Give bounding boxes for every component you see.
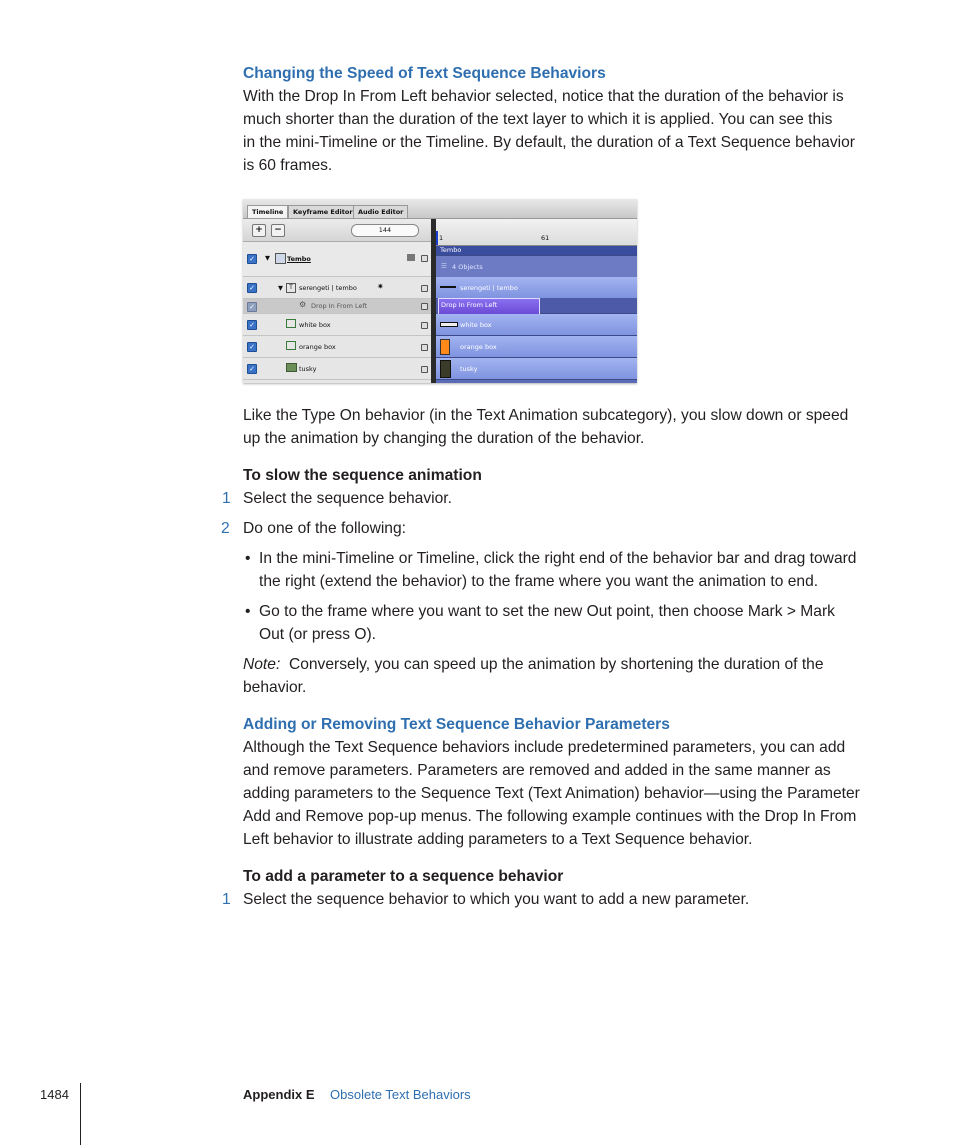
disclosure-triangle-icon[interactable]: ▼ xyxy=(278,284,283,292)
group-bar[interactable] xyxy=(436,246,637,256)
layers-toolbar xyxy=(243,219,431,242)
gear-icon: ✷ xyxy=(377,282,384,291)
bullet-item xyxy=(259,547,889,593)
bar-label: Tembo xyxy=(440,246,462,254)
text-line: much shorter than the duration of the text layer to which it is applied. You can see this xyxy=(243,111,833,128)
text-line: Left behavior to illustrate adding parameters to a Text Sequence behavior. xyxy=(243,831,753,848)
checkbox-icon[interactable]: ✓ xyxy=(247,364,257,374)
playhead-icon[interactable] xyxy=(436,231,438,245)
text-line: Go to the frame where you want to set the new Out point, then choose Mark > Mark xyxy=(259,603,835,620)
text-line: Out (or press O). xyxy=(259,626,376,643)
text-line: In the mini-Timeline or Timeline, click the right end of the behavior bar and drag toward xyxy=(259,550,857,567)
note-text: Conversely, you can speed up the animation by shortening the duration of the xyxy=(288,656,824,673)
note-label: Note: xyxy=(243,656,281,673)
frame-field[interactable]: 144 xyxy=(351,224,419,237)
step-text: Select the sequence behavior. xyxy=(243,490,452,507)
layer-row[interactable] xyxy=(243,242,431,277)
bar-label: orange box xyxy=(460,343,497,351)
step-number: 2 xyxy=(221,520,230,537)
checkbox-icon[interactable]: ✓ xyxy=(247,254,257,264)
lock-icon[interactable] xyxy=(421,344,428,351)
ruler-mark: 61 xyxy=(541,234,550,242)
text-line: and remove parameters. Parameters are removed and added in the same manner as xyxy=(243,762,831,779)
bar-label: tusky xyxy=(460,365,478,373)
text-line: With the Drop In From Left behavior selected, notice that the duration of the behavior is xyxy=(243,88,844,105)
text-line: is 60 frames. xyxy=(243,157,333,174)
objects-count: 4 Objects xyxy=(452,263,483,271)
text-line: Although the Text Sequence behaviors include predetermined parameters, you can add xyxy=(243,739,846,756)
add-icon[interactable]: + xyxy=(252,224,266,237)
step-number: 1 xyxy=(222,891,231,908)
body-paragraph xyxy=(243,736,883,851)
shape-icon xyxy=(286,319,296,328)
checkbox-icon[interactable]: ✓ xyxy=(247,302,257,312)
layer-name: white box xyxy=(299,321,331,329)
layer-row[interactable] xyxy=(243,358,431,380)
track-row xyxy=(436,336,637,358)
text-line: behavior. xyxy=(243,679,307,696)
track-row xyxy=(436,314,637,336)
layer-options-icon xyxy=(407,254,415,261)
disclosure-triangle-icon[interactable]: ▼ xyxy=(265,254,270,262)
timeline-track-area xyxy=(436,219,637,383)
text-line: the right (extend the behavior) to the frame where you want the animation to end. xyxy=(259,573,819,590)
remove-icon[interactable]: − xyxy=(271,224,285,237)
text-line: in the mini-Timeline or the Timeline. By default, the duration of a Text Sequence behavior xyxy=(243,134,855,151)
bar-label: Drop In From Left xyxy=(441,301,498,309)
note-paragraph xyxy=(243,653,883,699)
timeline-screenshot xyxy=(243,199,637,383)
procedure-title: To slow the sequence animation xyxy=(243,467,482,484)
behavior-row[interactable] xyxy=(243,299,431,314)
lock-icon[interactable] xyxy=(421,303,428,310)
bar-label: serengeti | tembo xyxy=(460,284,518,292)
bullet-marker: • xyxy=(245,550,251,567)
checkbox-icon[interactable]: ✓ xyxy=(247,320,257,330)
procedure-title: To add a parameter to a sequence behavior xyxy=(243,868,564,885)
section-heading: Adding or Removing Text Sequence Behavior Parameters xyxy=(243,716,670,733)
lock-icon[interactable] xyxy=(421,255,428,262)
bar-thumbnail xyxy=(440,322,458,327)
layers-panel xyxy=(243,219,431,383)
layer-name: orange box xyxy=(299,343,336,351)
layer-row[interactable] xyxy=(243,277,431,299)
footer-appendix: Appendix E xyxy=(243,1087,315,1102)
layer-row[interactable] xyxy=(243,336,431,358)
track-row xyxy=(436,256,637,278)
bar-thumbnail xyxy=(440,339,450,355)
text-line: Add and Remove pop-up menus. The following example continues with the Drop In From xyxy=(243,808,857,825)
tab-bar xyxy=(243,199,637,219)
step-text: Do one of the following: xyxy=(243,520,406,537)
checkbox-icon[interactable]: ✓ xyxy=(247,342,257,352)
image-icon xyxy=(286,363,297,372)
tab-audio-editor[interactable]: Audio Editor xyxy=(353,205,408,218)
page-number: 1484 xyxy=(40,1087,69,1102)
body-paragraph xyxy=(243,404,883,450)
tab-timeline[interactable]: Timeline xyxy=(247,205,288,218)
behavior-name: Drop In From Left xyxy=(311,302,368,310)
body-paragraph xyxy=(243,85,883,177)
text-line: adding parameters to the Sequence Text (Text Animation) behavior—using the Parameter xyxy=(243,785,860,802)
checkbox-icon[interactable]: ✓ xyxy=(247,283,257,293)
bar-thumbnail xyxy=(440,286,456,288)
group-icon xyxy=(275,253,286,264)
bar-thumbnail xyxy=(440,360,451,378)
track-row xyxy=(436,358,637,380)
track-row xyxy=(436,298,637,314)
footer-chapter-link[interactable]: Obsolete Text Behaviors xyxy=(330,1087,471,1102)
layer-name: tusky xyxy=(299,365,317,373)
step-text: Select the sequence behavior to which you want to add a new parameter. xyxy=(243,891,750,908)
shape-icon xyxy=(286,341,296,350)
section-heading: Changing the Speed of Text Sequence Behaviors xyxy=(243,65,606,82)
lock-icon[interactable] xyxy=(421,366,428,373)
lock-icon[interactable] xyxy=(421,322,428,329)
layer-row[interactable] xyxy=(243,314,431,336)
text-layer-icon: T xyxy=(286,283,296,293)
behavior-icon: ⚙ xyxy=(299,300,307,309)
step-number: 1 xyxy=(222,490,231,507)
ruler-start: 1 xyxy=(439,234,444,242)
layer-name: Tembo xyxy=(287,255,311,263)
footer-rule xyxy=(80,1083,81,1145)
text-line: up the animation by changing the duration of the behavior. xyxy=(243,430,645,447)
layer-name: serengeti | tembo xyxy=(299,284,357,292)
bullet-item xyxy=(259,600,889,646)
track-row xyxy=(436,277,637,299)
objects-icon: ☰ xyxy=(441,262,447,270)
bullet-marker: • xyxy=(245,603,251,620)
lock-icon[interactable] xyxy=(421,285,428,292)
tab-keyframe-editor[interactable]: Keyframe Editor xyxy=(288,205,358,218)
time-ruler[interactable] xyxy=(436,219,637,246)
bar-label: white box xyxy=(460,321,492,329)
text-line: Like the Type On behavior (in the Text Animation subcategory), you slow down or speed xyxy=(243,407,849,424)
